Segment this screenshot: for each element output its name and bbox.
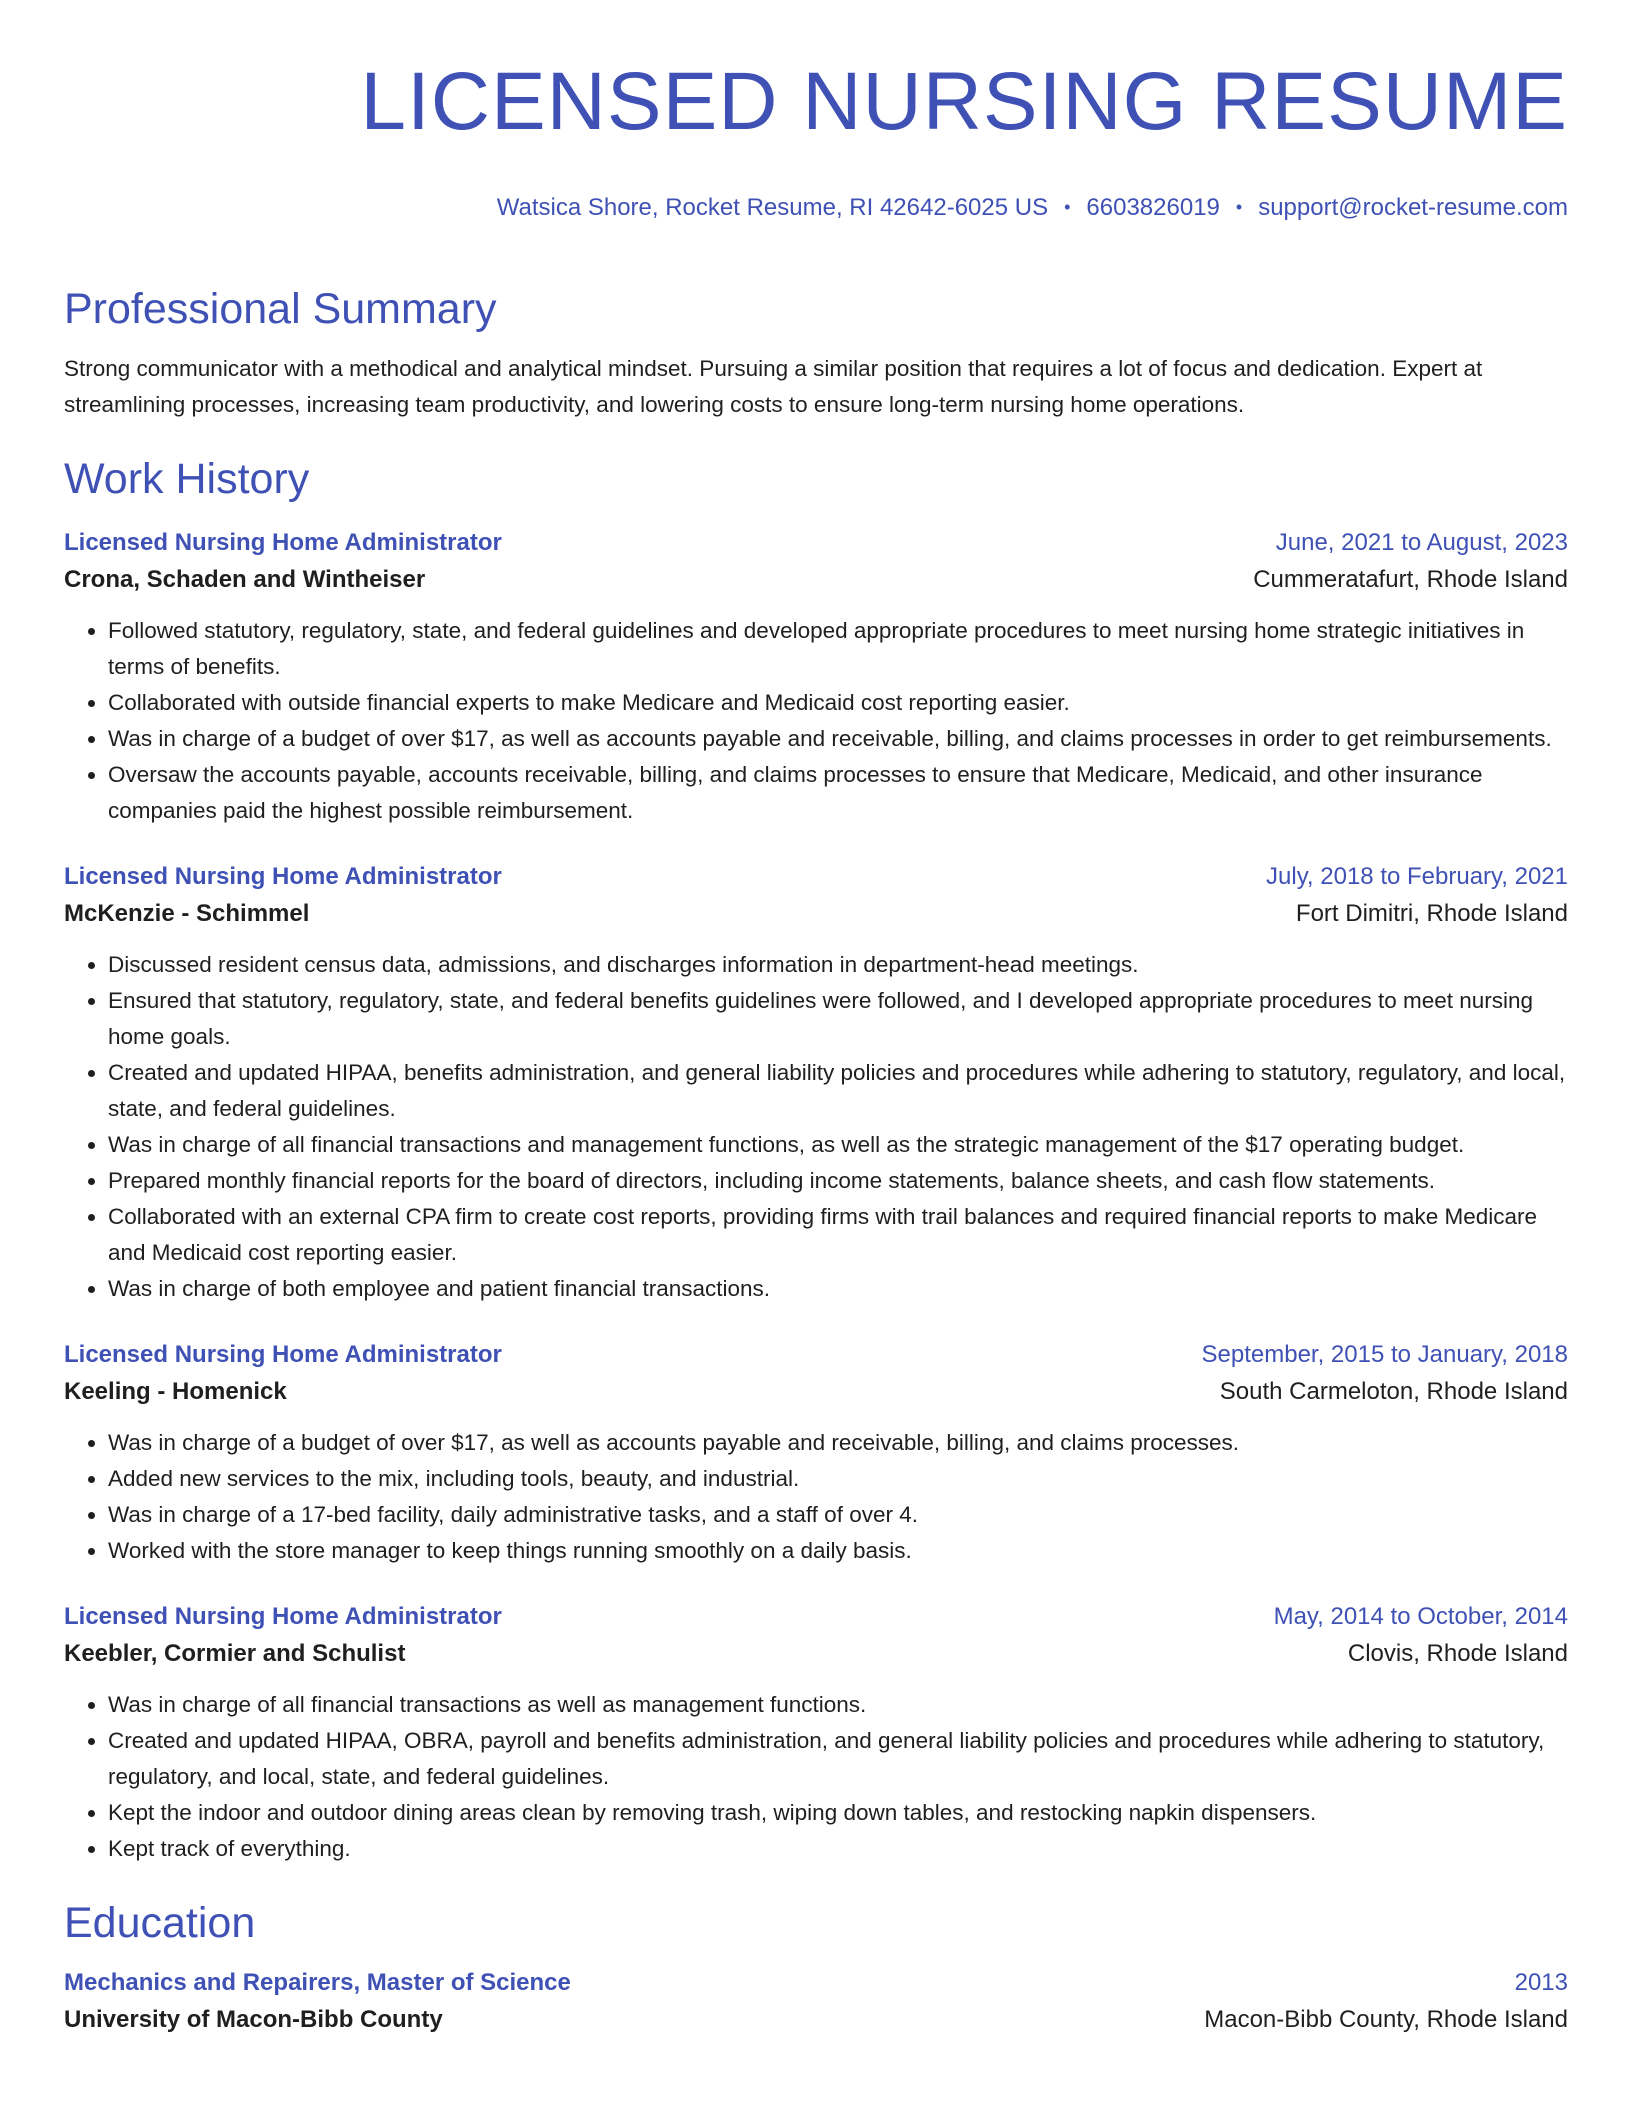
- resume-title: LICENSED NURSING RESUME: [360, 56, 1568, 147]
- job-title: Licensed Nursing Home Administrator: [64, 1603, 502, 1630]
- education-school-row: [64, 2001, 1568, 2039]
- job-dates: July, 2018 to February, 2021: [1266, 863, 1568, 890]
- education-location: Macon-Bibb County, Rhode Island: [1204, 2006, 1568, 2033]
- job-title: Licensed Nursing Home Administrator: [64, 1341, 502, 1368]
- duty-item: • Was in charge of a 17-bed facility, daily administrative tasks, and a staff of over 4.: [108, 1497, 1568, 1533]
- job-dates: June, 2021 to August, 2023: [1275, 529, 1568, 556]
- job-title: Licensed Nursing Home Administrator: [64, 529, 502, 556]
- duty-item: • Was in charge of both employee and patient financial transactions.: [108, 1271, 1568, 1307]
- job-title: Licensed Nursing Home Administrator: [64, 863, 502, 890]
- duty-item: • Discussed resident census data, admissions, and discharges information in department-head meetings.: [108, 947, 1568, 983]
- duty-item: • Was in charge of all financial transactions and management functions, as well as the strategic management of the $17 operating budget.: [108, 1127, 1568, 1163]
- duty-item: • Was in charge of all financial transactions as well as management functions.: [108, 1687, 1568, 1723]
- job-duties-list: [64, 947, 1568, 1307]
- job-entry: [64, 525, 1568, 829]
- job-company: McKenzie - Schimmel: [64, 900, 310, 927]
- duty-item: • Added new services to the mix, including tools, beauty, and industrial.: [108, 1461, 1568, 1497]
- duty-item: • Kept the indoor and outdoor dining areas clean by removing trash, wiping down tables, and restocking napkin dispensers.: [108, 1795, 1568, 1831]
- job-location: South Carmeloton, Rhode Island: [1219, 1378, 1568, 1405]
- job-company-row: [64, 1373, 1568, 1411]
- duty-item: • Ensured that statutory, regulatory, state, and federal benefits guidelines were followed, and I developed appropriate procedures to meet nursing home goals.: [108, 983, 1568, 1055]
- job-location: Clovis, Rhode Island: [1347, 1640, 1568, 1667]
- duty-item: • Created and updated HIPAA, benefits administration, and general liability policies and procedures while adhering to statutory, regulatory, and local, state, and federal guidelines.: [108, 1055, 1568, 1127]
- education-section: [64, 1895, 1568, 2039]
- contact-address: Watsica Shore, Rocket Resume, RI 42642-6025 US: [496, 194, 1049, 221]
- contact-line: [64, 190, 1568, 225]
- duty-item: • Collaborated with an external CPA firm to create cost reports, providing firms with trail balances and required financial reports to make Medicare and Medicaid cost reporting easier.: [108, 1199, 1568, 1271]
- education-header-row: [64, 1965, 1568, 2001]
- duty-item: • Kept track of everything.: [108, 1831, 1568, 1867]
- education-degree: Mechanics and Repairers, Master of Science: [64, 1969, 571, 1996]
- contact-email: support@rocket-resume.com: [1258, 194, 1568, 221]
- job-company: Keebler, Cormier and Schulist: [64, 1640, 406, 1667]
- job-duties-list: [64, 1425, 1568, 1569]
- job-duties-list: [64, 613, 1568, 829]
- duty-item: • Prepared monthly financial reports for the board of directors, including income statements, balance sheets, and cash flow statements.: [108, 1163, 1568, 1199]
- job-company-row: [64, 1635, 1568, 1673]
- duty-item: • Oversaw the accounts payable, accounts receivable, billing, and claims processes to ensure that Medicare, Medicaid, and other insurance companies paid the highest possible reimbursement.: [108, 757, 1568, 829]
- duty-item: • Followed statutory, regulatory, state, and federal guidelines and developed appropriate procedures to meet nursing home strategic initiatives in terms of benefits.: [108, 613, 1568, 685]
- summary-text: Strong communicator with a methodical and analytical mindset. Pursuing a similar position that requires a lot of focus and dedication. Expert at streamlining processes, increasing team productivity, and lowering costs to ensure long-term nursing home operations.: [64, 356, 1483, 417]
- bullet-separator: •: [1064, 197, 1071, 217]
- job-company: Keeling - Homenick: [64, 1378, 287, 1405]
- job-entry: [64, 1599, 1568, 1867]
- job-header-row: [64, 1599, 1568, 1635]
- duty-item: • Collaborated with outside financial experts to make Medicare and Medicaid cost reporting easier.: [108, 685, 1568, 721]
- job-company: Crona, Schaden and Wintheiser: [64, 566, 426, 593]
- duty-item: • Worked with the store manager to keep things running smoothly on a daily basis.: [108, 1533, 1568, 1569]
- education-school: University of Macon-Bibb County: [64, 2006, 443, 2033]
- job-entry: [64, 1337, 1568, 1569]
- section-heading-work-history: Work History: [64, 455, 310, 503]
- job-entry: [64, 859, 1568, 1307]
- education-year: 2013: [1514, 1969, 1568, 1996]
- bullet-separator: •: [1235, 197, 1243, 217]
- job-dates: September, 2015 to January, 2018: [1201, 1341, 1568, 1368]
- job-dates: May, 2014 to October, 2014: [1273, 1603, 1568, 1630]
- section-heading-summary: Professional Summary: [64, 285, 497, 333]
- duty-item: • Was in charge of a budget of over $17, as well as accounts payable and receivable, billing, and claims processes.: [108, 1425, 1568, 1461]
- resume-header: [64, 52, 1568, 225]
- duty-item: • Was in charge of a budget of over $17, as well as accounts payable and receivable, billing, and claims processes in order to get reimbursements.: [108, 721, 1568, 757]
- job-company-row: [64, 895, 1568, 933]
- summary-section: [64, 281, 1568, 423]
- job-company-row: [64, 561, 1568, 599]
- job-header-row: [64, 525, 1568, 561]
- duty-item: • Created and updated HIPAA, OBRA, payroll and benefits administration, and general liability policies and procedures while adhering to statutory, regulatory, and local, state, and federal guidelines.: [108, 1723, 1568, 1795]
- job-header-row: [64, 859, 1568, 895]
- contact-phone: 6603826019: [1086, 194, 1220, 221]
- education-entry: [64, 1965, 1568, 2039]
- section-heading-education: Education: [64, 1899, 256, 1947]
- job-location: Fort Dimitri, Rhode Island: [1295, 900, 1568, 927]
- work-history-section: [64, 451, 1568, 1867]
- job-duties-list: [64, 1687, 1568, 1867]
- job-location: Cummeratafurt, Rhode Island: [1253, 566, 1568, 593]
- job-header-row: [64, 1337, 1568, 1373]
